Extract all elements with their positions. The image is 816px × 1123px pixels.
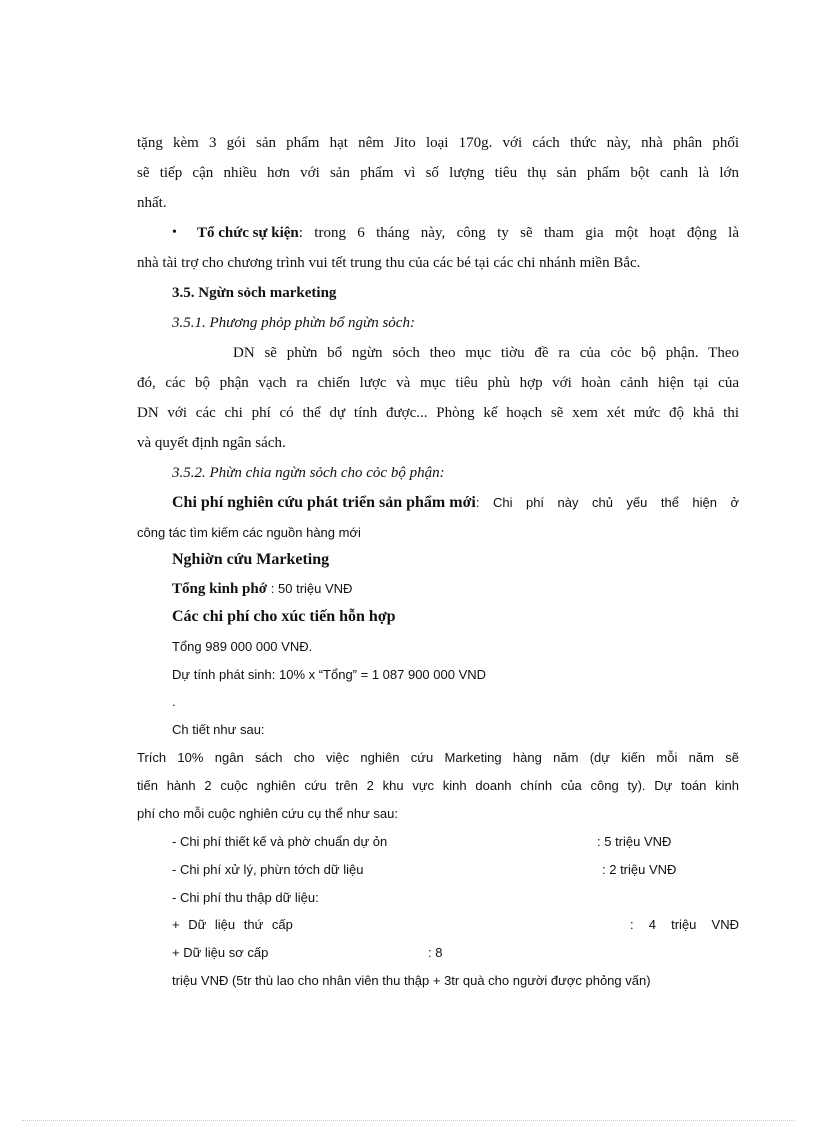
rnd-title: Chi phí nghiên cứu phát triển sản phẩm mới [172, 494, 476, 511]
total-value: : 50 triệu VNĐ [270, 581, 353, 596]
event-line-1-rest: : trong 6 tháng này, công ty sẽ tham gia một hoạt động là [298, 225, 739, 241]
bullet-icon: • [172, 225, 177, 240]
rnd-line-1 [172, 493, 739, 513]
secondary-data-value: : 4 triệu VNĐ [630, 917, 739, 932]
promotion-heading: Các chi phí cho xúc tiến hỗn hợp [172, 608, 396, 625]
cost-item-label: - Chi phí xử lý, phừn tớch dữ liệu [172, 862, 364, 877]
event-line-2: nhà tài trợ cho chương trình vui tết trung thu của các bé tại các chi nhánh miền Bắc. [137, 255, 641, 271]
primary-data-label: + Dữ liệu sơ cấp [172, 945, 269, 960]
promo-line-3: nhất. [137, 195, 167, 211]
event-title: Tổ chức sự kiện [197, 225, 299, 241]
cost-item-value: : 2 triệu VNĐ [602, 862, 677, 877]
marketing-research-heading: Nghiờn cứu Marketing [172, 551, 330, 568]
method-line-4: và quyết định ngân sách. [137, 435, 286, 451]
total-label: Tổng kinh phớ [172, 581, 268, 597]
cost-item-value: : 5 triệu VNĐ [597, 834, 672, 849]
detail-intro: Ch tiết như sau: [172, 722, 265, 737]
cost-item-label: - Chi phí thu thập dữ liệu: [172, 890, 319, 905]
allocation-line-2: tiến hành 2 cuộc nghiên cứu trên 2 khu vực kinh doanh chính của công ty). Dự toán kinh [137, 778, 739, 793]
secondary-data-label: + Dữ liệu thứ cấp [172, 917, 293, 932]
method-line-3: DN với các chi phí có thể dự tính được... Phòng kế hoạch sẽ xem xét mức độ khả thi [137, 405, 739, 421]
cost-item-label: - Chi phí thiết kế và phờ chuẩn dự ỏn [172, 834, 388, 849]
promo-line-1: tặng kèm 3 gói sản phẩm hạt nêm Jito loại 170g. với cách thức này, nhà phân phối [137, 135, 739, 151]
promotion-contingency: Dự tính phát sinh: 10% x “Tổng” = 1 087 900 000 VND [172, 667, 487, 682]
allocation-line-1: Trích 10% ngân sách cho việc nghiên cứu Marketing hàng năm (dự kiến mỗi năm sẽ [137, 750, 739, 765]
marketing-research-total [172, 579, 352, 599]
allocation-line-3: phí cho mỗi cuộc nghiên cứu cụ thể như sau: [137, 806, 398, 821]
promotion-dot: . [172, 694, 176, 709]
promo-line-2: sẽ tiếp cận nhiều hơn với sản phẩm vì số lượng tiêu thụ sản phẩm bột canh là lớn [137, 165, 739, 181]
rnd-line-2: công tác tìm kiếm các nguồn hàng mới [137, 525, 361, 540]
primary-data-note: triệu VNĐ (5tr thù lao cho nhân viên thu thập + 3tr quà cho người được phỏng vấn) [172, 973, 651, 988]
primary-data-value: : 8 [428, 945, 443, 960]
method-line-2: đó, các bộ phận vạch ra chiến lược và mục tiêu phù hợp với hoàn cảnh hiện tại của [137, 375, 739, 391]
page-bottom-divider [22, 1120, 794, 1121]
section-heading-3-5: 3.5. Ngừn sỏch marketing [172, 285, 337, 301]
subsection-heading-3-5-2: 3.5.2. Phừn chia ngừn sỏch cho cỏc bộ phận: [172, 465, 445, 481]
method-line-1: DN sẽ phừn bổ ngừn sỏch theo mục tiờu đề ra của cỏc bộ phận. Theo [233, 345, 739, 361]
rnd-line-1-rest: : Chi phí này chủ yếu thể hiện ở [475, 495, 739, 510]
promotion-total: Tổng 989 000 000 VNĐ. [172, 639, 313, 654]
event-line-1 [197, 223, 739, 243]
subsection-heading-3-5-1: 3.5.1. Phương phỏp phừn bổ ngừn sỏch: [172, 315, 415, 331]
